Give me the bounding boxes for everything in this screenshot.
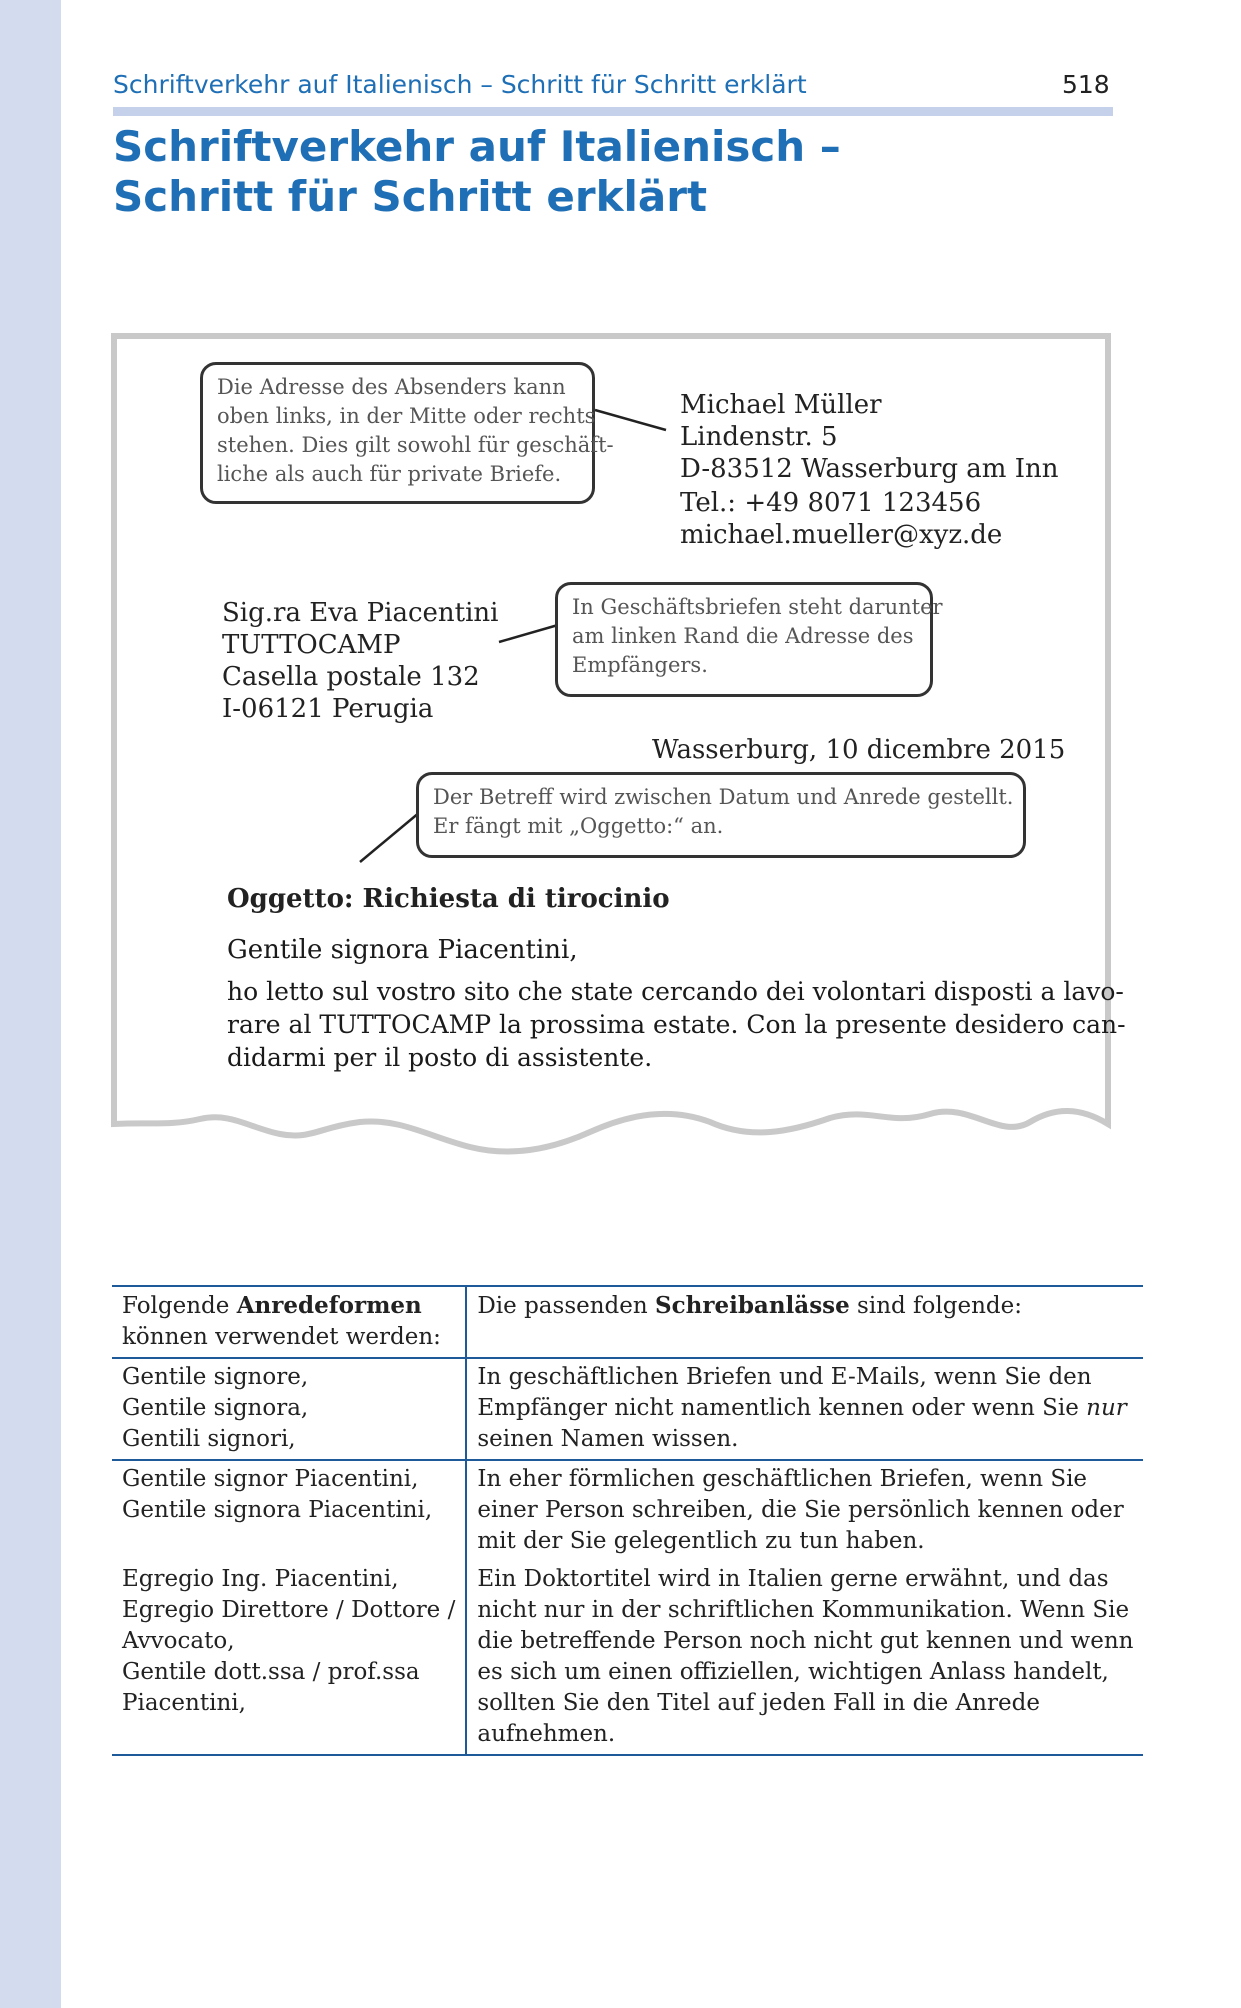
table-cell-usage: In eher förmlichen geschäftlichen Briefen, wenn Sie einer Person schreiben, die Sie persönlich kennen oder mit der Sie gelegentlich zu tun haben. (466, 1460, 1143, 1561)
page-number: 518 (1062, 70, 1110, 99)
salutation-table (112, 1285, 1143, 1756)
table-cell-usage: Ein Doktortitel wird in Italien gerne erwähnt, und das nicht nur in der schriftlichen Kommunikation. Wenn Sie die betreffende Person noch nicht gut kennen und wenn es sich um einen offiziellen, wichtigen Anlass handelt, sollten Sie den Titel auf jeden Fall in die Anrede aufnehmen. (466, 1561, 1143, 1755)
letter-body: ho letto sul vostro sito che state cercando dei volontari disposti a lavo- rare al TUTTOCAMP la prossima estate. Con la presente desidero can- didarmi per il posto di assistente. (227, 977, 1126, 1072)
table-header-forms: Folgende Anredeformen können verwendet werden: (112, 1286, 466, 1358)
callout-sender-address: Die Adresse des Absenders kann oben links, in der Mitte oder rechts stehen. Dies gilt sowohl für geschäft- liche als auch für private Briefe. (200, 362, 595, 504)
table-cell-forms: Egregio Ing. Piacentini, Egregio Direttore / Dottore / Avvocato, Gentile dott.ssa / prof.ssa Piacentini, (112, 1561, 466, 1755)
page-title-line-1: Schriftverkehr auf Italienisch – (113, 122, 841, 171)
sender-address: Michael Müller Lindenstr. 5 D-83512 Wasserburg am Inn (680, 390, 1059, 484)
callout-subject: Der Betreff wird zwischen Datum und Anrede gestellt. Er fängt mit „Oggetto:“ an. (416, 772, 1026, 858)
table-cell-forms: Gentile signore, Gentile signora, Gentili signori, (112, 1358, 466, 1460)
recipient-address: Sig.ra Eva Piacentini TUTTOCAMP Casella postale 132 I-06121 Perugia (222, 598, 499, 724)
letter-subject: Oggetto: Richiesta di tirocinio (227, 884, 670, 914)
table-cell-usage: In geschäftlichen Briefen und E-Mails, wenn Sie den Empfänger nicht namentlich kennen oder wenn Sie nur seinen Namen wissen. (466, 1358, 1143, 1460)
page-title-line-2: Schritt für Schritt erklärt (113, 172, 708, 221)
table-header-row (112, 1286, 1143, 1358)
table-header-usage: Die passenden Schreibanlässe sind folgende: (466, 1286, 1143, 1358)
table-row (112, 1358, 1143, 1460)
header-rule (113, 107, 1113, 116)
letter-date: Wasserburg, 10 dicembre 2015 (652, 735, 1066, 765)
sender-contact: Tel.: +49 8071 123456 michael.mueller@xyz.de (680, 488, 1003, 550)
letter-salutation: Gentile signora Piacentini, (227, 935, 578, 965)
callout-recipient-address: In Geschäftsbriefen steht darunter am linken Rand die Adresse des Empfängers. (555, 582, 933, 697)
page-sidebar-strip (0, 0, 61, 2008)
table-row (112, 1561, 1143, 1755)
table-row (112, 1460, 1143, 1561)
page-title (113, 122, 841, 222)
running-head: Schriftverkehr auf Italienisch – Schritt für Schritt erklärt (113, 70, 807, 99)
table-cell-forms: Gentile signor Piacentini, Gentile signora Piacentini, (112, 1460, 466, 1561)
